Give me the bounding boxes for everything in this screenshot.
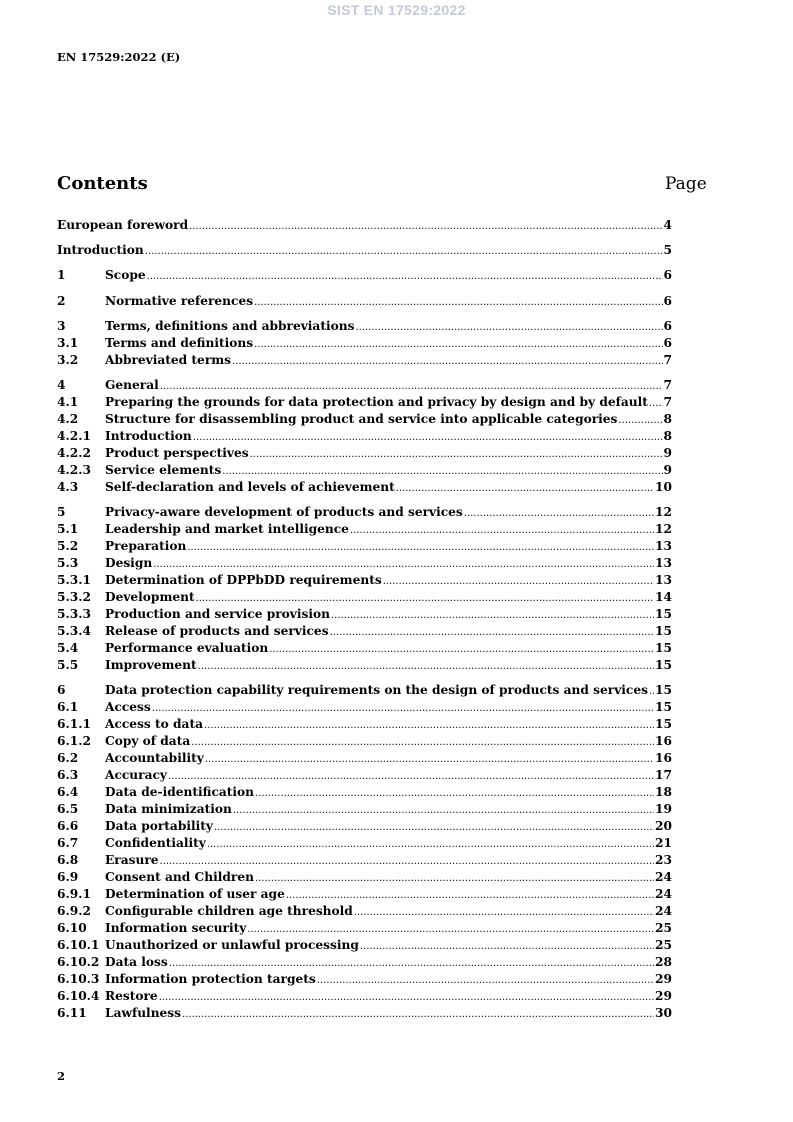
dot-leader <box>152 700 654 717</box>
toc-entry-page: 21 <box>655 836 672 851</box>
dot-leader <box>254 294 662 311</box>
toc-entry-page: 12 <box>655 522 672 537</box>
toc-entry-page: 24 <box>655 870 672 885</box>
toc-entry[interactable] <box>57 589 672 606</box>
toc-entry[interactable] <box>57 818 672 835</box>
toc-entry-number: 6.5 <box>57 802 79 817</box>
toc-entry-number: 3 <box>57 318 66 333</box>
toc-entry-page: 6 <box>663 268 672 283</box>
toc-entry-title: Development <box>105 590 195 605</box>
toc-entry[interactable] <box>57 640 672 657</box>
dot-leader <box>396 480 654 497</box>
toc-entry-title: Product perspectives <box>105 445 249 460</box>
toc-entry-number: 6.10.1 <box>57 938 100 953</box>
toc-entry-title: Confidentiality <box>105 836 206 851</box>
toc-entry[interactable] <box>57 555 672 572</box>
toc-entry-title: Data loss <box>105 955 168 970</box>
toc-entry[interactable] <box>57 869 672 886</box>
toc-entry-page: 6 <box>663 335 672 350</box>
toc-entry-page: 15 <box>655 607 672 622</box>
toc-entry[interactable] <box>57 394 672 411</box>
toc-entry-page: 18 <box>655 785 672 800</box>
toc-group <box>57 267 672 284</box>
dot-leader <box>145 243 663 260</box>
watermark: SIST EN 17529:2022 <box>327 2 466 18</box>
page-column-label: Page <box>665 174 707 194</box>
toc-entry-title: Unauthorized or unlawful processing <box>105 938 359 953</box>
dot-leader <box>205 751 654 768</box>
toc-entry-title: Introduction <box>105 428 192 443</box>
toc-entry-page: 15 <box>655 683 672 698</box>
toc-entry-number: 6.2 <box>57 751 79 766</box>
toc-entry-title: Release of products and services <box>105 624 329 639</box>
toc-entry-title: Scope <box>105 268 146 283</box>
toc-entry[interactable] <box>57 1005 672 1022</box>
toc-entry-page: 6 <box>663 293 672 308</box>
toc-entry-title: Preparation <box>105 539 187 554</box>
dot-leader <box>160 378 663 395</box>
dot-leader <box>233 802 654 819</box>
dot-leader <box>354 904 654 921</box>
toc-entry[interactable] <box>57 504 672 521</box>
toc-entry-page: 15 <box>655 717 672 732</box>
toc-entry-number: 4.2.1 <box>57 428 91 443</box>
toc-entry[interactable] <box>57 411 672 428</box>
toc-entry-number: 6.10.2 <box>57 955 100 970</box>
toc-group <box>57 217 672 234</box>
toc-entry-title: Leadership and market intelligence <box>105 522 349 537</box>
toc-entry-number: 5.3.2 <box>57 590 91 605</box>
toc-entry-number: 3.2 <box>57 352 79 367</box>
toc-group <box>57 377 672 496</box>
toc-entry-title: Production and service provision <box>105 607 330 622</box>
toc-entry-title: Restore <box>105 989 158 1004</box>
toc-entry-title: Service elements <box>105 462 222 477</box>
dot-leader <box>159 989 654 1006</box>
toc-group <box>57 504 672 674</box>
dot-leader <box>191 734 654 751</box>
toc-entry-page: 8 <box>663 428 672 443</box>
toc-entry-title: Structure for disassembling product and service into applicable categories <box>105 411 618 426</box>
toc-entry-number: 6.10 <box>57 921 87 936</box>
dot-leader <box>350 522 654 539</box>
toc-entry-title: Data portability <box>105 819 213 834</box>
dot-leader <box>160 853 655 870</box>
dot-leader <box>222 463 662 480</box>
toc-entry-page: 15 <box>655 700 672 715</box>
toc-entry-number: 6.1 <box>57 700 79 715</box>
dot-leader <box>317 972 654 989</box>
toc-entry-title: Information security <box>105 921 247 936</box>
dot-leader <box>464 505 654 522</box>
toc-entry-number: 4.3 <box>57 479 79 494</box>
dot-leader <box>254 336 662 353</box>
toc-entry-page: 15 <box>655 658 672 673</box>
toc-entry[interactable] <box>57 623 672 640</box>
toc-entry-page: 19 <box>655 802 672 817</box>
contents-title: Contents <box>57 173 148 194</box>
dot-leader <box>187 539 654 556</box>
toc-entry-number: 5.1 <box>57 522 79 537</box>
dot-leader <box>618 412 662 429</box>
toc-entry-page: 30 <box>655 1006 672 1021</box>
toc-entry-number: 6.7 <box>57 836 79 851</box>
toc-entry-page: 13 <box>655 573 672 588</box>
toc-entry-page: 5 <box>663 243 672 258</box>
toc-entry-number: 6.1.1 <box>57 717 91 732</box>
toc-entry-title: Access to data <box>105 717 203 732</box>
toc-entry-page: 7 <box>663 377 672 392</box>
toc-entry-title: General <box>105 377 159 392</box>
toc-entry-number: 4.2.2 <box>57 445 91 460</box>
toc-entry-number: 6.1.2 <box>57 734 91 749</box>
dot-leader <box>168 768 654 785</box>
toc-entry-title: Information protection targets <box>105 972 316 987</box>
toc-entry[interactable] <box>57 971 672 988</box>
toc-entry-page: 12 <box>655 505 672 520</box>
toc-entry[interactable] <box>57 538 672 555</box>
toc-entry[interactable] <box>57 267 672 284</box>
toc-entry[interactable] <box>57 750 672 767</box>
toc-entry[interactable] <box>57 835 672 852</box>
toc-entry-page: 13 <box>655 539 672 554</box>
toc-entry-number: 6.11 <box>57 1006 87 1021</box>
toc-entry-number: 6.10.4 <box>57 989 100 1004</box>
toc-group <box>57 682 672 1022</box>
toc-group <box>57 242 672 259</box>
dot-leader <box>214 819 654 836</box>
toc-entry[interactable] <box>57 801 672 818</box>
dot-leader <box>255 870 654 887</box>
toc-entry-number: 6 <box>57 683 66 698</box>
toc-entry-page: 23 <box>655 853 672 868</box>
toc-entry[interactable] <box>57 988 672 1005</box>
dot-leader <box>649 395 663 412</box>
toc-entry-number: 6.6 <box>57 819 79 834</box>
toc-entry-title: Self-declaration and levels of achievement <box>105 479 395 494</box>
toc-entry-page: 7 <box>663 394 672 409</box>
toc-entry-page: 6 <box>663 318 672 333</box>
toc-entry-page: 7 <box>663 352 672 367</box>
toc-entry[interactable] <box>57 377 672 394</box>
toc-entry-page: 25 <box>655 938 672 953</box>
dot-leader <box>250 446 663 463</box>
toc-entry-number: 5.2 <box>57 539 79 554</box>
toc-entry-number: 4 <box>57 377 66 392</box>
dot-leader <box>286 887 654 904</box>
dot-leader <box>649 683 654 700</box>
toc-entry-number: 1 <box>57 268 66 283</box>
toc-entry-page: 25 <box>655 921 672 936</box>
toc-entry-page: 14 <box>655 590 672 605</box>
toc-entry-title: Privacy-aware development of products and services <box>105 505 463 520</box>
toc-entry-number: 5.3.1 <box>57 573 91 588</box>
toc-entry-title: Design <box>105 556 153 571</box>
toc-entry[interactable] <box>57 886 672 903</box>
toc-entry-number: 5.5 <box>57 658 79 673</box>
toc-entry[interactable] <box>57 920 672 937</box>
toc-entry[interactable] <box>57 521 672 538</box>
toc-entry-title: Data de-identification <box>105 785 255 800</box>
toc-entry-number: 3.1 <box>57 335 79 350</box>
toc-entry[interactable] <box>57 335 672 352</box>
page-number: 2 <box>57 1069 66 1083</box>
toc-entry-page: 24 <box>655 887 672 902</box>
toc-entry-page: 28 <box>655 955 672 970</box>
dot-leader <box>269 641 654 658</box>
dot-leader <box>207 836 654 853</box>
toc-entry[interactable] <box>57 445 672 462</box>
dot-leader <box>204 717 654 734</box>
dot-leader <box>153 556 654 573</box>
dot-leader <box>232 353 663 370</box>
toc-entry-page: 16 <box>655 751 672 766</box>
toc-entry-number: 5.3.4 <box>57 624 91 639</box>
dot-leader <box>182 1006 654 1023</box>
toc-entry-number: 4.1 <box>57 394 79 409</box>
dot-leader <box>189 218 662 235</box>
toc-group <box>57 318 672 369</box>
dot-leader <box>355 319 662 336</box>
toc-entry[interactable] <box>57 733 672 750</box>
toc-entry-title: Data protection capability requirements on the design of products and services <box>105 683 648 698</box>
toc-entry-title: Data minimization <box>105 802 232 817</box>
table-of-contents <box>57 217 672 1031</box>
toc-entry-title: Performance evaluation <box>105 641 269 656</box>
toc-entry-number: 5.3 <box>57 556 79 571</box>
toc-entry-title: Preparing the grounds for data protection and privacy by design and by default <box>105 394 648 409</box>
document-id: EN 17529:2022 (E) <box>57 50 181 64</box>
toc-entry[interactable] <box>57 318 672 335</box>
toc-entry[interactable] <box>57 606 672 623</box>
toc-entry-number: 6.10.3 <box>57 972 100 987</box>
toc-entry-page: 29 <box>655 989 672 1004</box>
toc-entry-page: 29 <box>655 972 672 987</box>
toc-entry-number: 6.8 <box>57 853 79 868</box>
toc-group <box>57 293 672 310</box>
toc-entry-title: Access <box>105 700 151 715</box>
toc-entry-title: Normative references <box>105 293 254 308</box>
toc-entry[interactable] <box>57 352 672 369</box>
toc-entry-number: 5 <box>57 505 66 520</box>
toc-entry[interactable] <box>57 699 672 716</box>
toc-entry[interactable] <box>57 462 672 479</box>
toc-entry[interactable] <box>57 954 672 971</box>
toc-entry-title: Improvement <box>105 658 197 673</box>
toc-entry-title: Copy of data <box>105 734 191 749</box>
toc-entry-title: Consent and Children <box>105 870 254 885</box>
toc-entry-page: 8 <box>663 411 672 426</box>
toc-entry[interactable] <box>57 903 672 920</box>
toc-entry-page: 16 <box>655 734 672 749</box>
toc-entry-page: 17 <box>655 768 672 783</box>
toc-entry-title: Lawfulness <box>105 1006 182 1021</box>
toc-entry[interactable] <box>57 242 672 259</box>
toc-entry[interactable] <box>57 937 672 954</box>
toc-entry[interactable] <box>57 657 672 674</box>
toc-entry-title: Accountability <box>105 751 204 766</box>
toc-entry[interactable] <box>57 682 672 699</box>
toc-entry-title: European foreword <box>57 218 189 232</box>
dot-leader <box>360 938 654 955</box>
toc-entry-title: Accuracy <box>105 768 167 783</box>
toc-entry-title: Erasure <box>105 853 159 868</box>
toc-entry-page: 15 <box>655 641 672 656</box>
toc-entry-page: 15 <box>655 624 672 639</box>
dot-leader <box>198 658 654 675</box>
dot-leader <box>383 573 654 590</box>
toc-entry-page: 20 <box>655 819 672 834</box>
toc-entry-number: 6.9.1 <box>57 887 91 902</box>
toc-entry-title: Determination of DPPbDD requirements <box>105 573 382 588</box>
dot-leader <box>247 921 654 938</box>
toc-entry-title: Determination of user age <box>105 887 285 902</box>
toc-entry-number: 2 <box>57 293 66 308</box>
toc-entry[interactable] <box>57 716 672 733</box>
toc-entry-title: Terms and definitions <box>105 335 254 350</box>
toc-entry[interactable] <box>57 784 672 801</box>
toc-entry-number: 6.9 <box>57 870 79 885</box>
toc-entry-page: 10 <box>655 479 672 494</box>
dot-leader <box>255 785 654 802</box>
dot-leader <box>169 955 654 972</box>
toc-entry[interactable] <box>57 852 672 869</box>
toc-entry-number: 6.9.2 <box>57 904 91 919</box>
toc-entry-page: 9 <box>663 445 672 460</box>
toc-entry-title: Terms, definitions and abbreviations <box>105 318 355 333</box>
toc-entry[interactable] <box>57 293 672 310</box>
toc-entry-number: 6.4 <box>57 785 79 800</box>
dot-leader <box>330 624 654 641</box>
toc-entry[interactable] <box>57 479 672 496</box>
dot-leader <box>147 268 663 285</box>
toc-entry-number: 5.4 <box>57 641 79 656</box>
toc-entry-number: 5.3.3 <box>57 607 91 622</box>
dot-leader <box>331 607 654 624</box>
toc-entry[interactable] <box>57 767 672 784</box>
toc-entry-title: Introduction <box>57 243 144 258</box>
toc-entry-page: 4 <box>663 218 672 232</box>
toc-entry[interactable] <box>57 428 672 445</box>
toc-entry-number: 4.2.3 <box>57 462 91 477</box>
toc-entry-title: Configurable children age threshold <box>105 904 353 919</box>
toc-entry-page: 24 <box>655 904 672 919</box>
toc-entry-title: Abbreviated terms <box>105 352 231 367</box>
toc-entry-page: 9 <box>663 462 672 477</box>
toc-entry-number: 4.2 <box>57 411 79 426</box>
dot-leader <box>193 429 663 446</box>
dot-leader <box>196 590 654 607</box>
toc-entry-number: 6.3 <box>57 768 79 783</box>
toc-entry-page: 13 <box>655 556 672 571</box>
toc-entry[interactable] <box>57 217 672 234</box>
toc-entry[interactable] <box>57 572 672 589</box>
